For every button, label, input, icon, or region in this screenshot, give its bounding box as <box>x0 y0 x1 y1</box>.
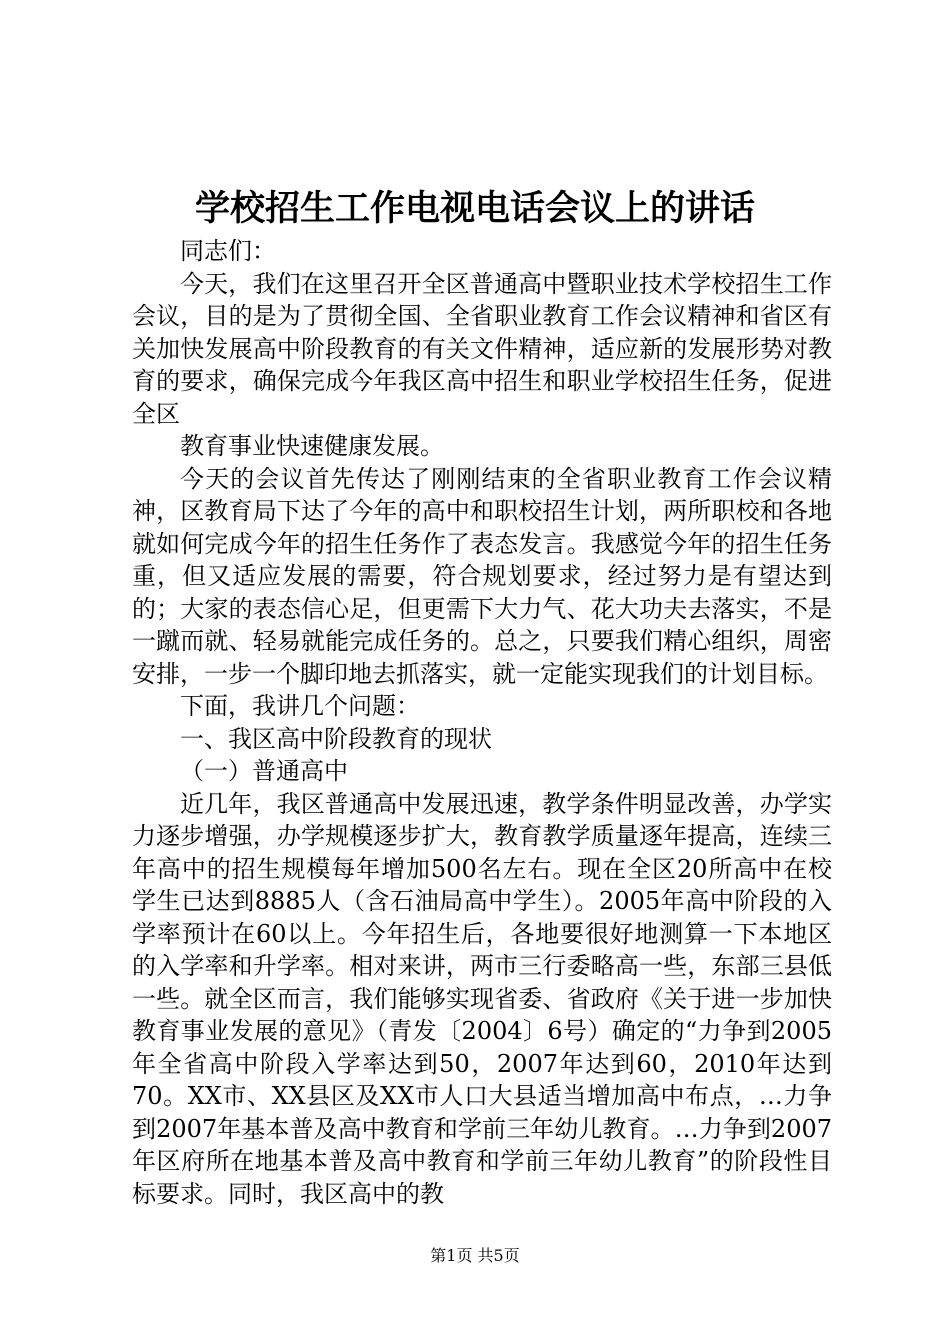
paragraph-intro: 今天，我们在这里召开全区普通高中暨职业技术学校招生工作会议，目的是为了贯彻全国、全省职业教育工作会议精神和省区有关加快发展高中阶段教育的有关文件精神，适应新的发展形势对教育的要求，确保完成今年我区高中招生和职业学校招生任务，促进全区 <box>132 269 832 428</box>
paragraph-meeting-summary: 今天的会议首先传达了刚刚结束的全省职业教育工作会议精神，区教育局下达了今年的高中和职校招生计划，两所职校和各地就如何完成今年的招生任务作了表态发言。我感觉今年的招生任务重，但又适应发展的需要，符合规划要求，经过努力是有望达到的；大家的表态信心足，但更需下大力气、花大功夫去落实，不是一蹴而就、轻易就能完成任务的。总之，只要我们精心组织，周密安排，一步一个脚印地去抓落实，就一定能实现我们的计划目标。 <box>132 464 832 688</box>
section-heading-1: 一、我区高中阶段教育的现状 <box>180 724 492 753</box>
document-body <box>132 235 832 1210</box>
document-title: 学校招生工作电视电话会议上的讲话 <box>194 188 755 229</box>
paragraph-salutation: 同志们： <box>180 237 276 265</box>
paragraph-topics-lead: 下面，我讲几个问题： <box>180 692 420 720</box>
paragraph-intro-continued: 教育事业快速健康发展。 <box>180 432 444 460</box>
subsection-heading-1: （一）普通高中 <box>180 757 348 785</box>
page-number-footer: 第1页 共5页 <box>430 1246 520 1265</box>
paragraph-general-high-school: 近几年，我区普通高中发展迅速，教学条件明显改善，办学实力逐步增强，办学规模逐步扩大，教育教学质量逐年提高，连续三年高中的招生规模每年增加500名左右。现在全区20所高中在校学生已达到8885人（含石油局高中学生）。2005年高中阶段的入学率预计在60以上。今年招生后，各地要很好地测算一下本地区的入学率和升学率。相对来讲，两市三行委略高一些，东部三县低一些。就全区而言，我们能够实现省委、省政府《关于进一步加快教育事业发展的意见》（青发〔2004〕6号）确定的“力争到2005年全省高中阶段入学率达到50，2007年达到60，2010年达到70。XX市、XX县区及XX市人口大县适当增加高中布点，…力争到2007年基本普及高中教育和学前三年幼儿教育。…力争到2007年区府所在地基本普及高中教育和学前三年幼儿教育”的阶段性目标要求。同时，我区高中的教 <box>132 789 832 1208</box>
